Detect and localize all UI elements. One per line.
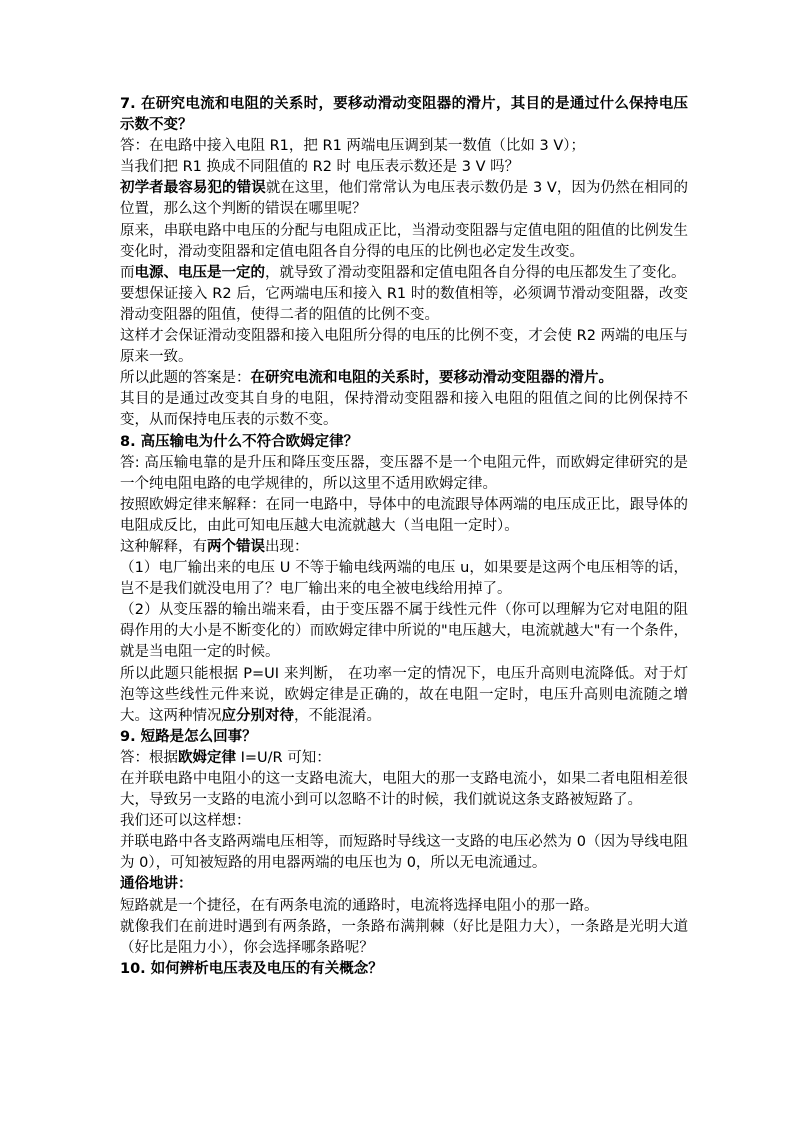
q7-text-8a: 所以此题的答案是：: [120, 370, 251, 387]
q8-answer-4: （1）电厂输出来的电压 U 不等于输电线两端的电压 u，如果要是这两个电压相等的话，岂不是我们就没电用了？电厂输出来的电全被电线给用掉了。: [120, 560, 688, 598]
q8-answer-5: （2）从变压器的输出端来看，由于变压器不属于线性元件（你可以理解为它对电阻的阻碍作用的大小是不断变化的）而欧姆定律中所说的"电压越大，电流就越大"有一个条件，就是当电阻一定的时候。: [120, 602, 688, 661]
q9-bold-1: 欧姆定律: [178, 749, 236, 766]
q9-answer-3: 我们还可以这样想：: [120, 813, 251, 830]
document-page: [120, 94, 688, 980]
q7-answer-8: [120, 368, 688, 389]
q9-answer-5: [120, 874, 688, 895]
q7-answer-6: 要想保证接入 R2 后，它两端电压和接入 R1 时的数值相等，必须调节滑动变阻器，改变滑动变阻器的阻值，使得二者的阻值的比例不变。: [120, 285, 688, 323]
q7-answer-7: 这样才会保证滑动变阻器和接入电阻所分得的电压的比例不变，才会使 R2 两端的电压与原来一致。: [120, 328, 688, 366]
q8-answer-2: 按照欧姆定律来解释：在同一电路中，导体中的电流跟导体两端的电压成正比，跟导体的电阻成反比，由此可知电压越大电流就越大（当电阻一定时）。: [120, 496, 688, 534]
q8-heading: 8. 高压输电为什么不符合欧姆定律？: [120, 433, 359, 450]
q10-heading: 10. 如何辨析电压表及电压的有关概念？: [120, 960, 383, 977]
q8-bold-2: 应分别对待: [221, 707, 294, 724]
q7-heading: 7. 在研究电流和电阻的关系时，要移动滑动变阻器的滑片，其目的是通过什么保持电压示数不变？: [120, 96, 688, 134]
q7-answer-3: [120, 178, 688, 220]
q9-answer-6: 短路就是一个捷径，在有两条电流的通路时，电流将选择电阻小的那一路。: [120, 897, 599, 914]
q8-text-3a: 这种解释，有: [120, 538, 207, 555]
q9-text-1b: I=U/R 可知：: [236, 749, 331, 766]
q7-text-3: 就在这里，他们常常认为电压表示数仍是 3 V，因为仍然在相同的位置，那么这个判断的错误在哪里呢？: [120, 180, 688, 218]
q9-bold-2: 通俗地讲：: [120, 876, 193, 893]
q9-answer-1: [120, 748, 688, 769]
q8-bold-1: 两个错误: [207, 538, 265, 555]
q7-answer-5: [120, 263, 688, 284]
q7-bold-3: 在研究电流和电阻的关系时，要移动滑动变阻器的滑片。: [250, 370, 613, 387]
q7-bold-1: 初学者最容易犯的错误: [120, 180, 266, 197]
q7-answer-2: 当我们把 R1 换成不同阻值的 R2 时 电压表示数还是 3 V 吗？: [120, 159, 520, 176]
q7-answer-9: 其目的是通过改变其自身的电阻，保持滑动变阻器和接入电阻的阻值之间的比例保持不变，从而保持电压表的示数不变。: [120, 391, 688, 429]
q7-answer-1: 答：在电路中接入电阻 R1，把 R1 两端电压调到某一数值（比如 3 V）；: [120, 138, 586, 155]
q7-text-5a: 而: [120, 264, 135, 281]
q7-bold-2: 电源、电压是一定的: [134, 264, 265, 281]
q9-answer-7: 就像我们在前进时遇到有两条路，一条路布满荆棘（好比是阻力大），一条路是光明大道（好比是阻力小），你会选择哪条路呢？: [120, 918, 688, 956]
q8-answer-6: [120, 664, 688, 727]
q8-answer-1: 答: 高压输电靠的是升压和降压变压器，变压器不是一个电阻元件，而欧姆定律研究的是一个纯电阻电路的电学规律的，所以这里不适用欧姆定律。: [120, 454, 688, 492]
q9-answer-2: 在并联电路中电阻小的这一支路电流大，电阻大的那一支路电流小，如果二者电阻相差很大，导致另一支路的电流小到可以忽略不计的时候，我们就说这条支路被短路了。: [120, 771, 688, 809]
q8-answer-3: [120, 537, 688, 558]
q9-answer-4: 并联电路中各支路两端电压相等，而短路时导线这一支路的电压必然为 0（因为导线电阻为 0），可知被短路的用电器两端的电压也为 0，所以无电流通过。: [120, 834, 688, 872]
q7-answer-4: 原来，串联电路中电压的分配与电阻成正比，当滑动变阻器与定值电阻的阻值的比例发生变化时，滑动变阻器和定值电阻各自分得的电压的比例也必定发生改变。: [120, 222, 688, 260]
q8-text-3b: 出现：: [265, 538, 309, 555]
q9-text-1a: 答：根据: [120, 749, 178, 766]
q9-heading: 9. 短路是怎么回事？: [120, 728, 257, 745]
q8-text-6a: 所以此题只能根据 P=UI 来判断， 在功率一定的情况下，电压升高则电流降低。对于灯泡等这些线性元件来说，欧姆定律是正确的，故在电阻一定时，电压升高则电流随之增大。这两种情况: [120, 665, 688, 724]
q8-text-6b: ，不能混淆。: [294, 707, 381, 724]
q7-text-5b: ，就导致了滑动变阻器和定值电阻各自分得的电压都发生了变化。: [265, 264, 686, 281]
